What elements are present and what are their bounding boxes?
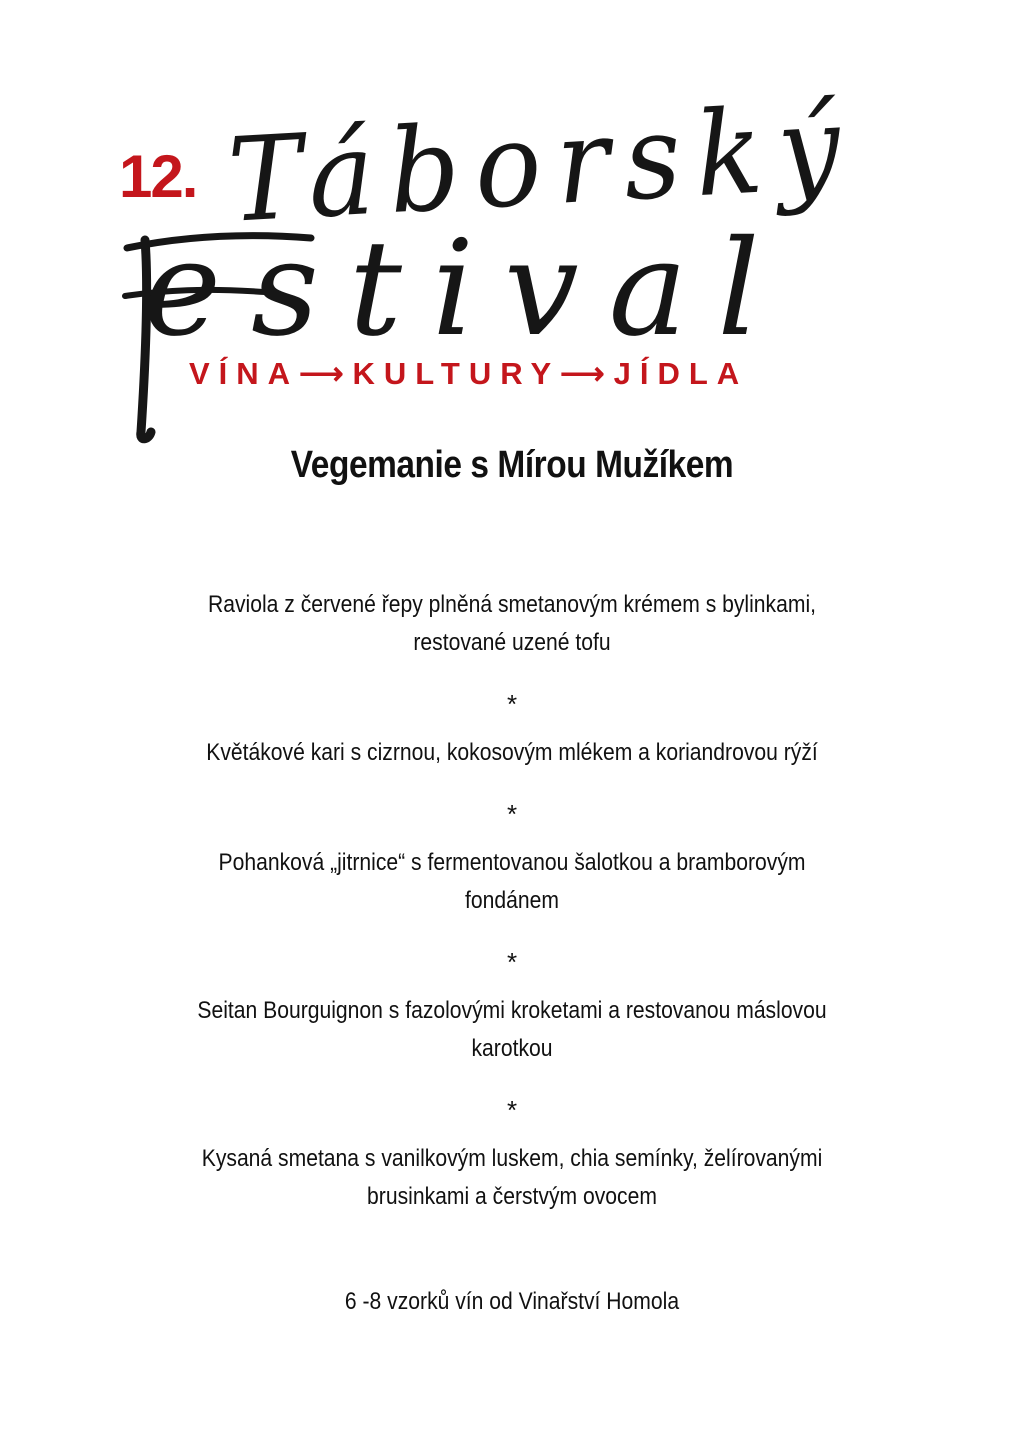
logo-script-line2: estival — [143, 212, 790, 366]
menu-separator: * — [506, 689, 518, 719]
dish-line: fondánem — [465, 887, 559, 914]
festival-logo — [115, 79, 915, 450]
wine-note: 6 -8 vzorků vín od Vinařství Homola — [344, 1288, 680, 1315]
menu-separator: * — [506, 799, 518, 829]
page-title: Vegemanie s Mírou Mužíkem — [290, 444, 734, 486]
menu-dish-3 — [160, 844, 864, 920]
logo-number: 12. — [119, 143, 197, 210]
logo-script-line1: Táborský — [225, 79, 859, 249]
dish-line: Seitan Bourguignon s fazolovými kroketami a restovanou máslovou — [197, 997, 827, 1024]
menu-list — [112, 586, 912, 1216]
dish-line: Kysaná smetana s vanilkovým luskem, chia semínky, želírovanými — [201, 1145, 823, 1172]
menu-dish-4 — [160, 992, 864, 1068]
dish-line: Květákové kari s cizrnou, kokosovým mlékem a koriandrovou rýží — [206, 739, 818, 766]
dish-line: Pohanková „jitrnice“ s fermentovanou šalotkou a bramborovým — [218, 849, 806, 876]
menu-dish-5 — [160, 1140, 864, 1216]
dish-line: brusinkami a čerstvým ovocem — [367, 1183, 657, 1210]
menu-separator: * — [506, 947, 518, 977]
menu-dish-1 — [160, 586, 864, 662]
dish-line: restované uzené tofu — [413, 629, 611, 656]
dish-line: Raviola z červené řepy plněná smetanovým krémem s bylinkami, — [207, 591, 817, 618]
dish-line: karotkou — [471, 1035, 553, 1062]
menu-separator: * — [506, 1095, 518, 1125]
menu-dish-2 — [160, 734, 864, 772]
logo-tagline: VÍNA⟶KULTURY⟶JÍDLA — [189, 356, 749, 391]
